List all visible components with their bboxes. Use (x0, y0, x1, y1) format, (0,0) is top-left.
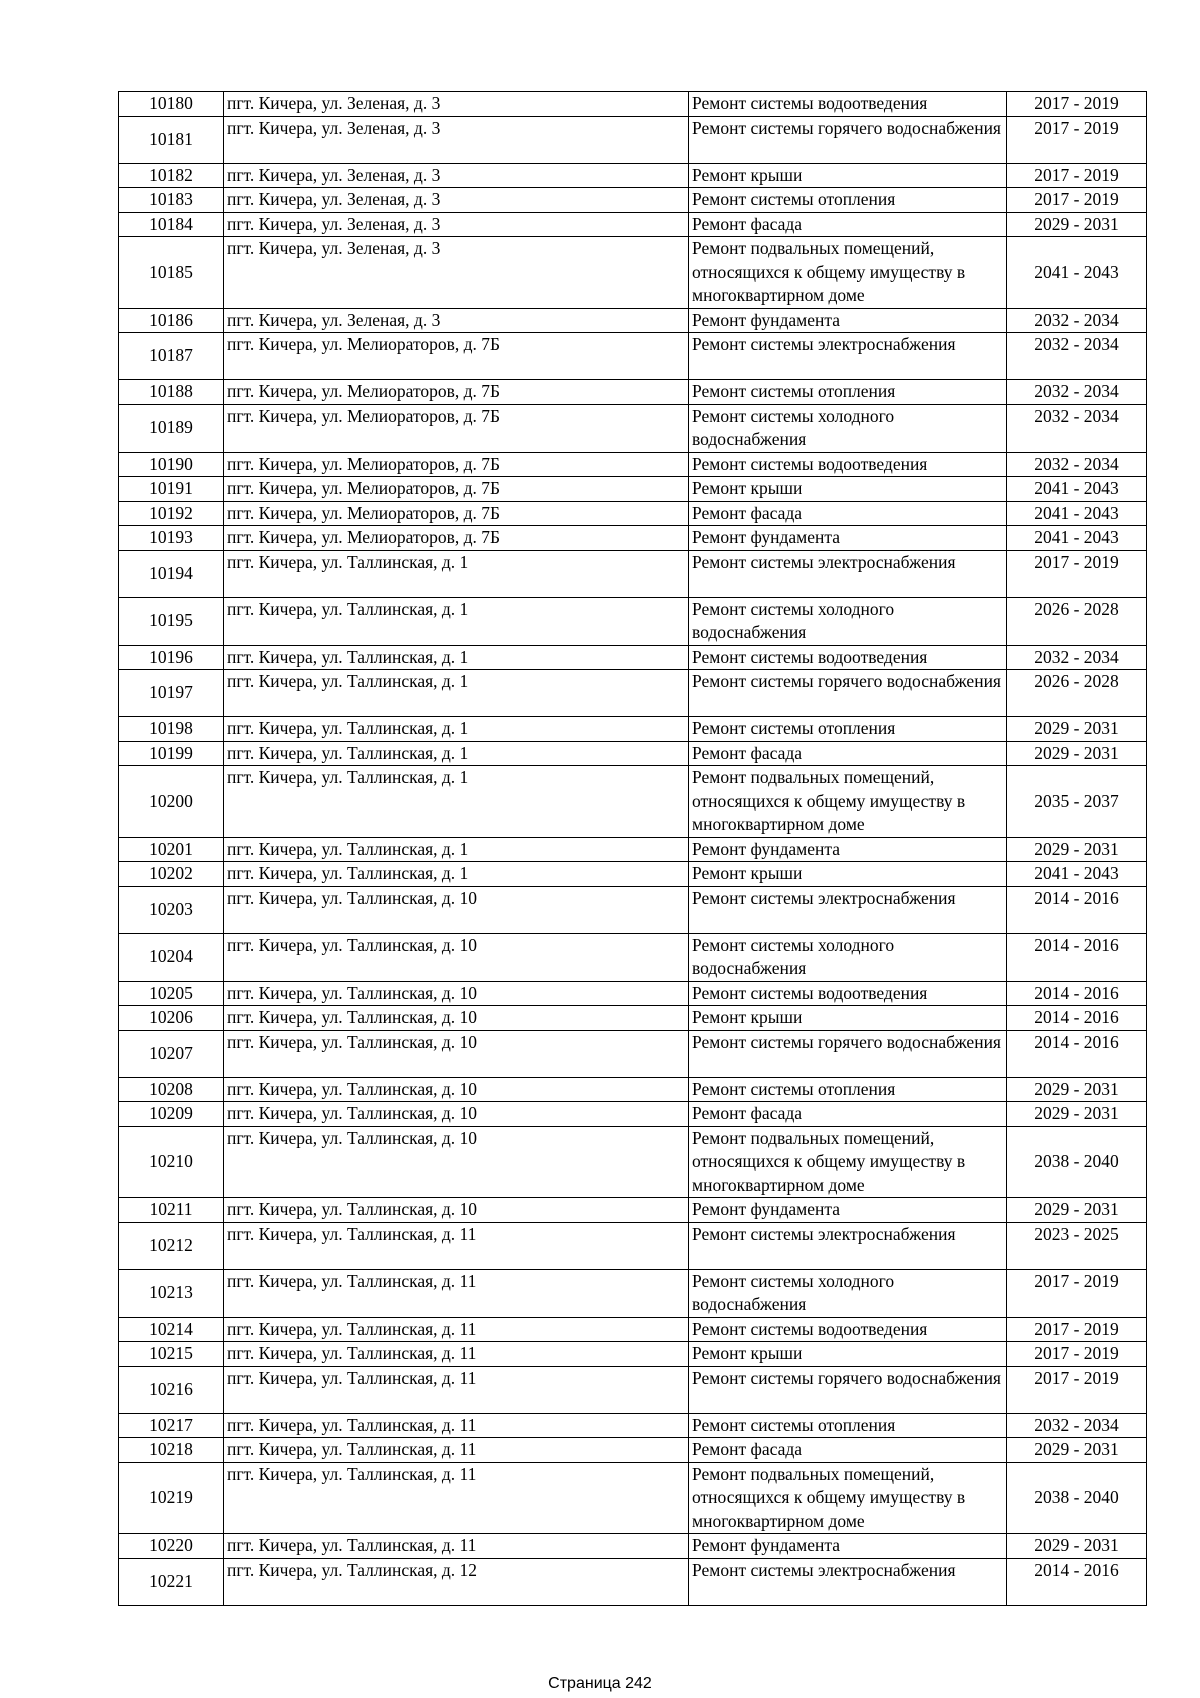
address-cell: пгт. Кичера, ул. Таллинская, д. 12 (224, 1558, 689, 1605)
period-cell: 2017 - 2019 (1007, 188, 1147, 213)
table-row (119, 92, 1147, 117)
work-type-cell: Ремонт фасада (689, 1438, 1007, 1463)
period-cell: 2029 - 2031 (1007, 1077, 1147, 1102)
work-type-cell: Ремонт фундамента (689, 308, 1007, 333)
record-id-cell: 10206 (119, 1006, 224, 1031)
work-type-cell: Ремонт фасада (689, 741, 1007, 766)
address-cell: пгт. Кичера, ул. Мелиораторов, д. 7Б (224, 501, 689, 526)
address-cell: пгт. Кичера, ул. Таллинская, д. 11 (224, 1438, 689, 1463)
table-row (119, 597, 1147, 645)
period-cell: 2026 - 2028 (1007, 597, 1147, 645)
period-cell: 2029 - 2031 (1007, 1198, 1147, 1223)
period-cell: 2032 - 2034 (1007, 645, 1147, 670)
record-id-cell: 10187 (119, 333, 224, 380)
table-row (119, 212, 1147, 237)
address-cell: пгт. Кичера, ул. Таллинская, д. 11 (224, 1366, 689, 1413)
table-row (119, 1438, 1147, 1463)
record-id-cell: 10196 (119, 645, 224, 670)
period-cell: 2014 - 2016 (1007, 1558, 1147, 1605)
table-row (119, 333, 1147, 380)
table-row (119, 1558, 1147, 1605)
period-cell: 2014 - 2016 (1007, 1006, 1147, 1031)
work-type-cell: Ремонт системы горячего водоснабжения (689, 1030, 1007, 1077)
record-id-cell: 10214 (119, 1317, 224, 1342)
work-type-cell: Ремонт системы отопления (689, 380, 1007, 405)
address-cell: пгт. Кичера, ул. Таллинская, д. 1 (224, 597, 689, 645)
period-cell: 2017 - 2019 (1007, 116, 1147, 163)
work-type-cell: Ремонт системы электроснабжения (689, 333, 1007, 380)
record-id-cell: 10182 (119, 163, 224, 188)
period-cell: 2041 - 2043 (1007, 526, 1147, 551)
record-id-cell: 10218 (119, 1438, 224, 1463)
work-type-cell: Ремонт системы электроснабжения (689, 1222, 1007, 1269)
address-cell: пгт. Кичера, ул. Таллинская, д. 1 (224, 645, 689, 670)
record-id-cell: 10199 (119, 741, 224, 766)
period-cell: 2026 - 2028 (1007, 670, 1147, 717)
record-id-cell: 10181 (119, 116, 224, 163)
period-cell: 2029 - 2031 (1007, 717, 1147, 742)
address-cell: пгт. Кичера, ул. Таллинская, д. 11 (224, 1222, 689, 1269)
record-id-cell: 10221 (119, 1558, 224, 1605)
record-id-cell: 10194 (119, 550, 224, 597)
work-type-cell: Ремонт крыши (689, 1006, 1007, 1031)
address-cell: пгт. Кичера, ул. Таллинская, д. 1 (224, 741, 689, 766)
record-id-cell: 10195 (119, 597, 224, 645)
address-cell: пгт. Кичера, ул. Таллинская, д. 1 (224, 717, 689, 742)
record-id-cell: 10180 (119, 92, 224, 117)
record-id-cell: 10202 (119, 862, 224, 887)
address-cell: пгт. Кичера, ул. Таллинская, д. 10 (224, 1102, 689, 1127)
work-type-cell: Ремонт системы водоотведения (689, 1317, 1007, 1342)
period-cell: 2032 - 2034 (1007, 333, 1147, 380)
period-cell: 2041 - 2043 (1007, 501, 1147, 526)
work-type-cell: Ремонт крыши (689, 1342, 1007, 1367)
work-type-cell: Ремонт подвальных помещений, относящихся к общему имуществу в многоквартирном доме (689, 1126, 1007, 1198)
table-row (119, 237, 1147, 309)
record-id-cell: 10183 (119, 188, 224, 213)
table-row (119, 1366, 1147, 1413)
period-cell: 2032 - 2034 (1007, 452, 1147, 477)
record-id-cell: 10213 (119, 1269, 224, 1317)
address-cell: пгт. Кичера, ул. Зеленая, д. 3 (224, 188, 689, 213)
period-cell: 2032 - 2034 (1007, 308, 1147, 333)
period-cell: 2014 - 2016 (1007, 981, 1147, 1006)
table-row (119, 550, 1147, 597)
work-type-cell: Ремонт фасада (689, 212, 1007, 237)
table-row (119, 670, 1147, 717)
work-type-cell: Ремонт фундамента (689, 1198, 1007, 1223)
record-id-cell: 10210 (119, 1126, 224, 1198)
record-id-cell: 10207 (119, 1030, 224, 1077)
address-cell: пгт. Кичера, ул. Мелиораторов, д. 7Б (224, 477, 689, 502)
record-id-cell: 10216 (119, 1366, 224, 1413)
record-id-cell: 10191 (119, 477, 224, 502)
records-table-body (119, 92, 1147, 1606)
record-id-cell: 10201 (119, 837, 224, 862)
period-cell: 2035 - 2037 (1007, 766, 1147, 838)
period-cell: 2029 - 2031 (1007, 837, 1147, 862)
period-cell: 2014 - 2016 (1007, 886, 1147, 933)
table-row (119, 1534, 1147, 1559)
period-cell: 2014 - 2016 (1007, 1030, 1147, 1077)
work-type-cell: Ремонт фундамента (689, 526, 1007, 551)
table-row (119, 837, 1147, 862)
table-row (119, 477, 1147, 502)
table-row (119, 404, 1147, 452)
table-row (119, 526, 1147, 551)
address-cell: пгт. Кичера, ул. Таллинская, д. 11 (224, 1534, 689, 1559)
work-type-cell: Ремонт системы горячего водоснабжения (689, 670, 1007, 717)
table-row (119, 1126, 1147, 1198)
record-id-cell: 10217 (119, 1413, 224, 1438)
record-id-cell: 10212 (119, 1222, 224, 1269)
period-cell: 2038 - 2040 (1007, 1462, 1147, 1534)
record-id-cell: 10219 (119, 1462, 224, 1534)
work-type-cell: Ремонт системы электроснабжения (689, 1558, 1007, 1605)
work-type-cell: Ремонт фундамента (689, 837, 1007, 862)
record-id-cell: 10185 (119, 237, 224, 309)
table-row (119, 380, 1147, 405)
table-row (119, 1269, 1147, 1317)
work-type-cell: Ремонт системы водоотведения (689, 92, 1007, 117)
address-cell: пгт. Кичера, ул. Таллинская, д. 10 (224, 1077, 689, 1102)
table-row (119, 981, 1147, 1006)
table-row (119, 308, 1147, 333)
period-cell: 2029 - 2031 (1007, 741, 1147, 766)
address-cell: пгт. Кичера, ул. Таллинская, д. 11 (224, 1342, 689, 1367)
address-cell: пгт. Кичера, ул. Таллинская, д. 11 (224, 1269, 689, 1317)
period-cell: 2041 - 2043 (1007, 477, 1147, 502)
records-table (118, 91, 1147, 1606)
record-id-cell: 10192 (119, 501, 224, 526)
table-row (119, 766, 1147, 838)
period-cell: 2017 - 2019 (1007, 1366, 1147, 1413)
record-id-cell: 10184 (119, 212, 224, 237)
table-row (119, 1462, 1147, 1534)
address-cell: пгт. Кичера, ул. Таллинская, д. 1 (224, 550, 689, 597)
table-row (119, 1102, 1147, 1127)
period-cell: 2017 - 2019 (1007, 92, 1147, 117)
work-type-cell: Ремонт системы холодного водоснабжения (689, 933, 1007, 981)
table-row (119, 862, 1147, 887)
work-type-cell: Ремонт системы отопления (689, 1077, 1007, 1102)
period-cell: 2029 - 2031 (1007, 1534, 1147, 1559)
record-id-cell: 10220 (119, 1534, 224, 1559)
work-type-cell: Ремонт системы холодного водоснабжения (689, 1269, 1007, 1317)
address-cell: пгт. Кичера, ул. Таллинская, д. 10 (224, 1126, 689, 1198)
record-id-cell: 10215 (119, 1342, 224, 1367)
page-footer (0, 1675, 1200, 1693)
address-cell: пгт. Кичера, ул. Таллинская, д. 1 (224, 837, 689, 862)
address-cell: пгт. Кичера, ул. Таллинская, д. 10 (224, 886, 689, 933)
period-cell: 2023 - 2025 (1007, 1222, 1147, 1269)
record-id-cell: 10211 (119, 1198, 224, 1223)
address-cell: пгт. Кичера, ул. Зеленая, д. 3 (224, 308, 689, 333)
work-type-cell: Ремонт системы горячего водоснабжения (689, 1366, 1007, 1413)
address-cell: пгт. Кичера, ул. Мелиораторов, д. 7Б (224, 404, 689, 452)
table-row (119, 501, 1147, 526)
period-cell: 2017 - 2019 (1007, 163, 1147, 188)
table-row (119, 452, 1147, 477)
work-type-cell: Ремонт системы водоотведения (689, 981, 1007, 1006)
period-cell: 2029 - 2031 (1007, 212, 1147, 237)
work-type-cell: Ремонт системы водоотведения (689, 645, 1007, 670)
work-type-cell: Ремонт системы холодного водоснабжения (689, 404, 1007, 452)
work-type-cell: Ремонт системы водоотведения (689, 452, 1007, 477)
table-row (119, 1006, 1147, 1031)
work-type-cell: Ремонт фасада (689, 1102, 1007, 1127)
address-cell: пгт. Кичера, ул. Таллинская, д. 11 (224, 1317, 689, 1342)
table-row (119, 1222, 1147, 1269)
address-cell: пгт. Кичера, ул. Таллинская, д. 10 (224, 981, 689, 1006)
address-cell: пгт. Кичера, ул. Таллинская, д. 10 (224, 1030, 689, 1077)
work-type-cell: Ремонт подвальных помещений, относящихся к общему имуществу в многоквартирном доме (689, 766, 1007, 838)
period-cell: 2017 - 2019 (1007, 1317, 1147, 1342)
work-type-cell: Ремонт крыши (689, 477, 1007, 502)
table-row (119, 1413, 1147, 1438)
page-number-label: Страница 242 (548, 1675, 652, 1692)
address-cell: пгт. Кичера, ул. Мелиораторов, д. 7Б (224, 380, 689, 405)
work-type-cell: Ремонт системы отопления (689, 1413, 1007, 1438)
address-cell: пгт. Кичера, ул. Таллинская, д. 1 (224, 766, 689, 838)
record-id-cell: 10200 (119, 766, 224, 838)
period-cell: 2029 - 2031 (1007, 1438, 1147, 1463)
work-type-cell: Ремонт системы электроснабжения (689, 886, 1007, 933)
work-type-cell: Ремонт фундамента (689, 1534, 1007, 1559)
table-row (119, 163, 1147, 188)
record-id-cell: 10209 (119, 1102, 224, 1127)
record-id-cell: 10198 (119, 717, 224, 742)
table-row (119, 741, 1147, 766)
table-row (119, 1030, 1147, 1077)
work-type-cell: Ремонт крыши (689, 163, 1007, 188)
period-cell: 2017 - 2019 (1007, 550, 1147, 597)
work-type-cell: Ремонт системы отопления (689, 717, 1007, 742)
period-cell: 2017 - 2019 (1007, 1342, 1147, 1367)
period-cell: 2032 - 2034 (1007, 404, 1147, 452)
address-cell: пгт. Кичера, ул. Таллинская, д. 11 (224, 1462, 689, 1534)
work-type-cell: Ремонт системы электроснабжения (689, 550, 1007, 597)
table-row (119, 188, 1147, 213)
address-cell: пгт. Кичера, ул. Зеленая, д. 3 (224, 92, 689, 117)
address-cell: пгт. Кичера, ул. Зеленая, д. 3 (224, 237, 689, 309)
record-id-cell: 10197 (119, 670, 224, 717)
table-row (119, 116, 1147, 163)
address-cell: пгт. Кичера, ул. Зеленая, д. 3 (224, 212, 689, 237)
record-id-cell: 10204 (119, 933, 224, 981)
record-id-cell: 10188 (119, 380, 224, 405)
table-row (119, 1342, 1147, 1367)
address-cell: пгт. Кичера, ул. Таллинская, д. 11 (224, 1413, 689, 1438)
address-cell: пгт. Кичера, ул. Зеленая, д. 3 (224, 116, 689, 163)
record-id-cell: 10203 (119, 886, 224, 933)
period-cell: 2014 - 2016 (1007, 933, 1147, 981)
table-row (119, 886, 1147, 933)
address-cell: пгт. Кичера, ул. Таллинская, д. 1 (224, 670, 689, 717)
work-type-cell: Ремонт фасада (689, 501, 1007, 526)
work-type-cell: Ремонт подвальных помещений, относящихся к общему имуществу в многоквартирном доме (689, 237, 1007, 309)
record-id-cell: 10205 (119, 981, 224, 1006)
period-cell: 2032 - 2034 (1007, 1413, 1147, 1438)
address-cell: пгт. Кичера, ул. Таллинская, д. 10 (224, 1006, 689, 1031)
period-cell: 2041 - 2043 (1007, 862, 1147, 887)
table-row (119, 1317, 1147, 1342)
address-cell: пгт. Кичера, ул. Зеленая, д. 3 (224, 163, 689, 188)
address-cell: пгт. Кичера, ул. Мелиораторов, д. 7Б (224, 526, 689, 551)
table-row (119, 717, 1147, 742)
table-row (119, 1198, 1147, 1223)
address-cell: пгт. Кичера, ул. Таллинская, д. 10 (224, 933, 689, 981)
address-cell: пгт. Кичера, ул. Таллинская, д. 1 (224, 862, 689, 887)
period-cell: 2041 - 2043 (1007, 237, 1147, 309)
work-type-cell: Ремонт системы холодного водоснабжения (689, 597, 1007, 645)
address-cell: пгт. Кичера, ул. Мелиораторов, д. 7Б (224, 452, 689, 477)
period-cell: 2032 - 2034 (1007, 380, 1147, 405)
record-id-cell: 10186 (119, 308, 224, 333)
address-cell: пгт. Кичера, ул. Мелиораторов, д. 7Б (224, 333, 689, 380)
record-id-cell: 10190 (119, 452, 224, 477)
record-id-cell: 10193 (119, 526, 224, 551)
period-cell: 2017 - 2019 (1007, 1269, 1147, 1317)
table-row (119, 933, 1147, 981)
address-cell: пгт. Кичера, ул. Таллинская, д. 10 (224, 1198, 689, 1223)
work-type-cell: Ремонт подвальных помещений, относящихся к общему имуществу в многоквартирном доме (689, 1462, 1007, 1534)
table-row (119, 1077, 1147, 1102)
table-row (119, 645, 1147, 670)
record-id-cell: 10208 (119, 1077, 224, 1102)
period-cell: 2038 - 2040 (1007, 1126, 1147, 1198)
work-type-cell: Ремонт системы отопления (689, 188, 1007, 213)
work-type-cell: Ремонт крыши (689, 862, 1007, 887)
record-id-cell: 10189 (119, 404, 224, 452)
work-type-cell: Ремонт системы горячего водоснабжения (689, 116, 1007, 163)
period-cell: 2029 - 2031 (1007, 1102, 1147, 1127)
